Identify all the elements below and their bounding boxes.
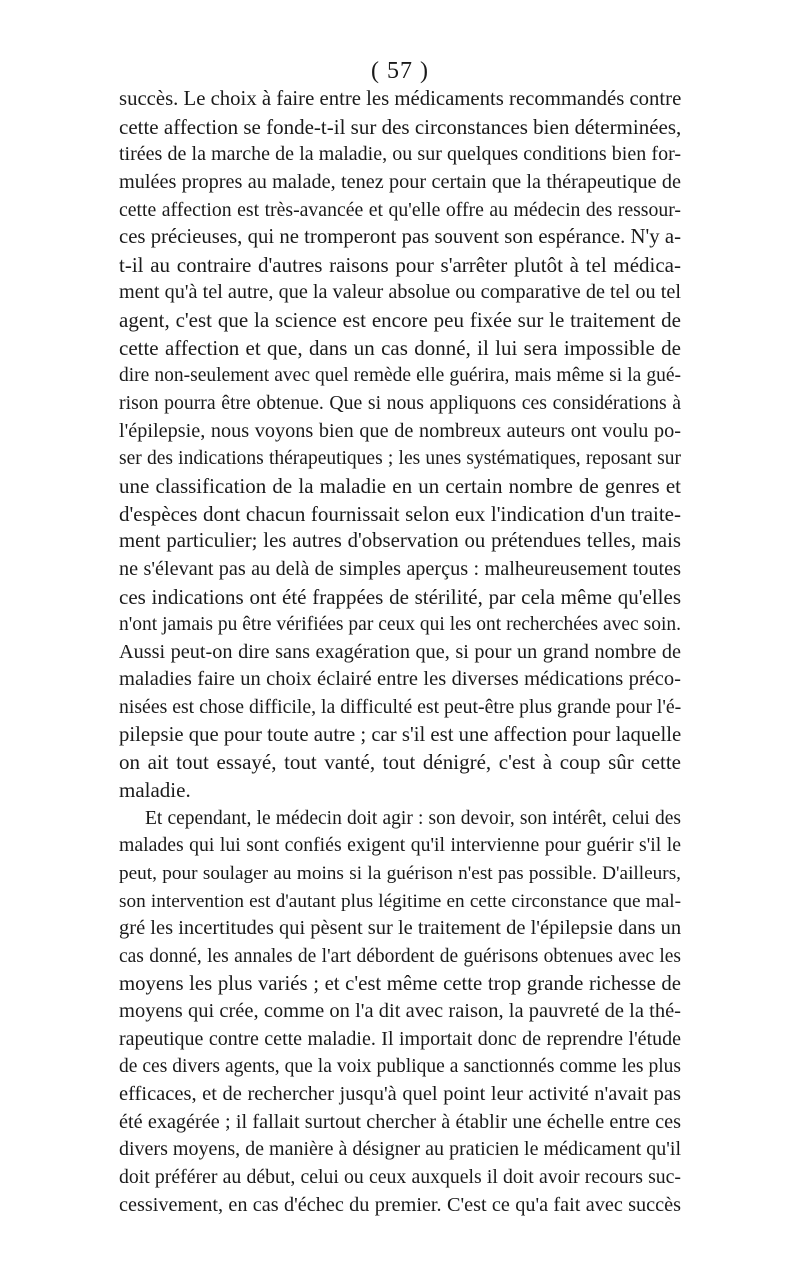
text-line: t-il au contraire d'autres raisons pour s'arrêter plutôt à tel médica- [119,252,681,277]
text-line: ces précieuses, qui ne tromperont pas souvent son espérance. N'y a- [119,226,681,249]
text-line: de ces divers agents, que la voix publique a sanctionnés comme les plus [119,1056,681,1078]
text-line: mulées propres au malade, tenez pour certain que la thérapeutique de [119,170,681,193]
page-number: ( 57 ) [371,58,429,84]
text-line: moyens qui crée, comme on l'a dit avec raison, la pauvreté de la thé- [119,1000,681,1023]
paragraph-2 [119,805,681,1220]
text-line: rison pourra être obtenue. Que si nous appliquons ces considérations à [119,392,681,415]
text-line: été exagérée ; il fallait surtout chercher à établir une échelle entre ces [119,1110,681,1133]
text-line: dire non-seulement avec quel remède elle guérira, mais même si la gué- [119,365,681,387]
text-line: cessivement, en cas d'échec du premier. C'est ce qu'a fait avec succès [119,1193,681,1216]
text-line: tirées de la marche de la maladie, ou sur quelques conditions bien for- [119,143,681,166]
text-line: pilepsie que pour toute autre ; car s'il est une affection pour laquelle [119,723,682,746]
text-line: ne s'élevant pas au delà de simples aperçus : malheureusement toutes [119,557,681,580]
text-line: efficaces, et de rechercher jusqu'à quel point leur activité n'avait pas [119,1083,681,1106]
text-line: maladie. [119,778,191,803]
text-line: peut, pour soulager au moins si la guérison n'est pas possible. D'ailleurs, [119,862,681,884]
text-line: divers moyens, de manière à désigner au praticien le médicament qu'il [119,1138,681,1161]
text-line: Aussi peut-on dire sans exagération que, si pour un grand nombre de [119,640,681,663]
text-line: ser des indications thérapeutiques ; les unes systématiques, reposant sur [119,448,681,470]
text-line: nisées est chose difficile, la difficulté est peut-être plus grande pour l'é- [119,696,682,719]
text-line: l'épilepsie, nous voyons bien que de nombreux auteurs ont voulu po- [119,419,681,442]
text-line: rapeutique contre cette maladie. Il importait donc de reprendre l'étude [119,1027,681,1050]
text-line: ces indications ont été frappées de stérilité, par cela même qu'elles [119,584,681,609]
text-line: d'espèces dont chacun fournissait selon eux l'indication d'un traite- [119,501,681,526]
text-line: maladies faire un choix éclairé entre les diverses médications préco- [119,668,681,691]
text-line: Et cependant, le médecin doit agir : son devoir, son intérêt, celui des [145,807,681,829]
text-line: cas donné, les annales de l'art débordent de guérisons obtenues avec les [119,945,681,967]
text-line: une classification de la maladie en un certain nombre de genres et [119,473,681,498]
paragraph-1 [119,86,681,805]
text-line: cette affection est très-avancée et qu'elle offre au médecin des ressour- [119,198,681,221]
text-line: malades qui lui sont confiés exigent qu'il intervienne pour guérir s'il le [119,834,681,857]
text-line: doit préférer au début, celui ou ceux auxquels il doit avoir recours suc- [119,1165,681,1188]
text-line: on ait tout essayé, tout vanté, tout dénigré, c'est à coup sûr cette [119,750,681,775]
text-line: cette affection se fonde-t-il sur des circonstances bien déterminées, [119,114,682,139]
text-line: agent, c'est que la science est encore peu fixée sur le traitement de [119,308,681,333]
text-line: gré les incertitudes qui pèsent sur le traitement de l'épilepsie dans un [119,917,682,940]
text-line: son intervention est d'autant plus légitime en cette circonstance que mal- [119,890,681,912]
text-line: ment qu'à tel autre, que la valeur absolue ou comparative de tel ou tel [119,281,681,304]
text-line: n'ont jamais pu être vérifiées par ceux qui les ont recherchées avec soin. [119,614,681,636]
text-line: moyens les plus variés ; et c'est même cette trop grande richesse de [119,972,681,995]
text-line: cette affection et que, dans un cas donné, il lui sera impossible de [119,335,681,360]
text-line: succès. Le choix à faire entre les médicaments recommandés contre [119,88,682,110]
text-line: ment particulier; les autres d'observation ou prétendues telles, mais [119,530,681,553]
body-text [119,86,681,1219]
